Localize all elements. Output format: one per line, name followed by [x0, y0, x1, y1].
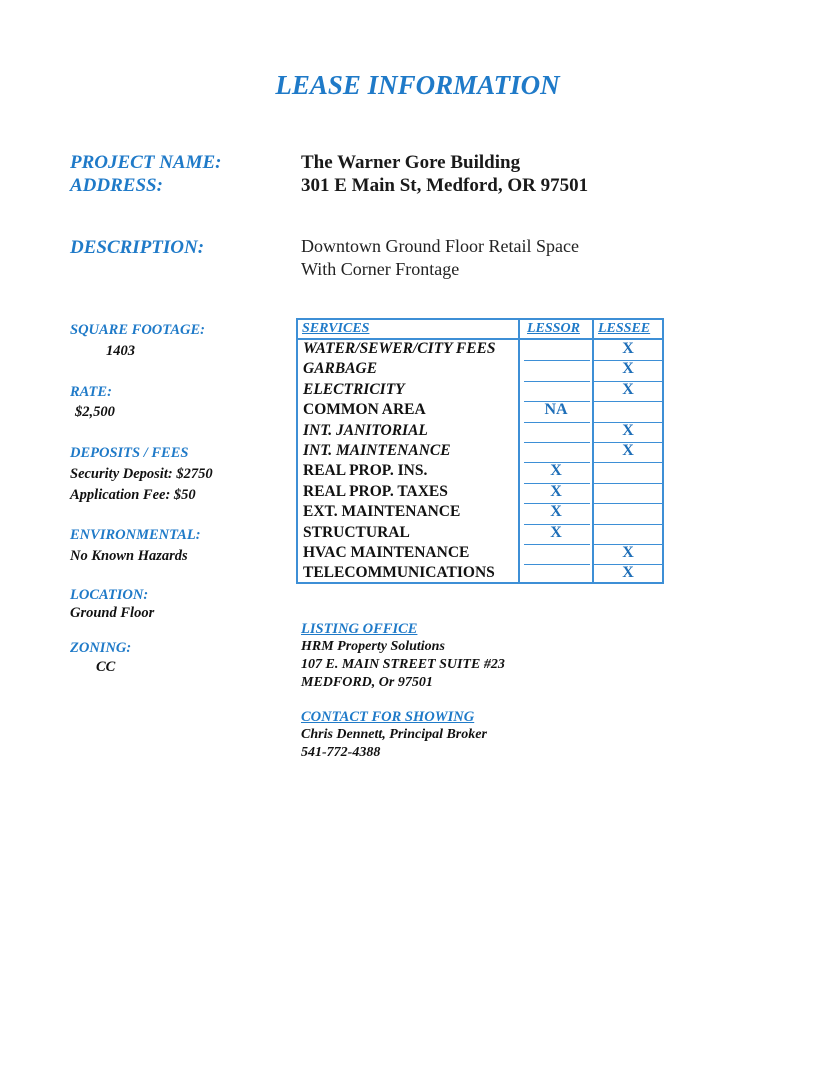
contact-name: Chris Dennett, Principal Broker [301, 727, 487, 742]
service-row-label: STRUCTURAL [303, 523, 410, 541]
application-fee: Application Fee: $50 [70, 487, 196, 503]
lessee-cell: X [622, 421, 634, 439]
rate-value: $2,500 [75, 404, 115, 420]
listing-city: MEDFORD, Or 97501 [301, 675, 433, 690]
location-value: Ground Floor [70, 605, 155, 621]
rate-label: RATE: [70, 384, 112, 400]
description-label: DESCRIPTION: [70, 237, 205, 258]
square-footage-label: SQUARE FOOTAGE: [70, 322, 205, 338]
service-row-label: REAL PROP. INS. [303, 462, 428, 480]
lessee-header: LESSEE [598, 321, 651, 336]
lessor-header: LESSOR [527, 321, 580, 336]
description-line-2: With Corner Frontage [301, 259, 460, 279]
service-row-label: INT. MAINTENANCE [303, 442, 451, 459]
services-header: SERVICES [302, 321, 370, 336]
description-line-1: Downtown Ground Floor Retail Space [301, 236, 579, 256]
service-row-label: GARBAGE [303, 360, 378, 378]
service-row-label: TELECOMMUNICATIONS [303, 564, 495, 582]
lessee-cell: X [622, 544, 634, 561]
zoning-value: CC [96, 659, 116, 675]
service-row-label: ELECTRICITY [303, 380, 405, 398]
lessor-cell: X [550, 523, 562, 541]
page-title: LEASE INFORMATION [275, 70, 560, 100]
lessor-cell: X [550, 462, 562, 480]
lessee-cell: X [622, 340, 634, 357]
lessor-cell: X [550, 482, 562, 500]
service-row-label: INT. JANITORIAL [303, 421, 428, 439]
listing-company: HRM Property Solutions [301, 639, 445, 654]
listing-office-label: LISTING OFFICE [301, 621, 418, 637]
lessee-cell: X [622, 380, 634, 398]
location-label: LOCATION: [70, 587, 149, 603]
square-footage-value: 1403 [106, 343, 135, 359]
service-row-label: REAL PROP. TAXES [303, 482, 448, 500]
lessee-cell: X [622, 360, 634, 378]
lessee-cell: X [622, 564, 634, 582]
environmental-label: ENVIRONMENTAL: [70, 527, 201, 543]
lessee-cell: X [622, 442, 634, 459]
environmental-value: No Known Hazards [70, 548, 188, 564]
contact-label: CONTACT FOR SHOWING [301, 709, 475, 725]
lessor-cell: X [550, 503, 562, 521]
deposits-fees-label: DEPOSITS / FEES [70, 445, 189, 461]
zoning-label: ZONING: [70, 640, 132, 656]
service-row-label: HVAC MAINTENANCE [303, 544, 470, 561]
service-row-label: EXT. MAINTENANCE [303, 503, 461, 521]
address-label: ADDRESS: [70, 175, 163, 196]
lessor-cell: NA [544, 401, 568, 419]
listing-street: 107 E. MAIN STREET SUITE #23 [301, 657, 505, 672]
security-deposit: Security Deposit: $2750 [70, 466, 213, 482]
contact-phone: 541-772-4388 [301, 745, 381, 760]
project-name-label: PROJECT NAME: [70, 152, 222, 173]
address-value: 301 E Main St, Medford, OR 97501 [301, 175, 589, 196]
service-row-label: COMMON AREA [303, 401, 426, 419]
project-name: The Warner Gore Building [301, 152, 521, 173]
services-table [296, 318, 664, 584]
service-row-label: WATER/SEWER/CITY FEES [303, 340, 496, 357]
